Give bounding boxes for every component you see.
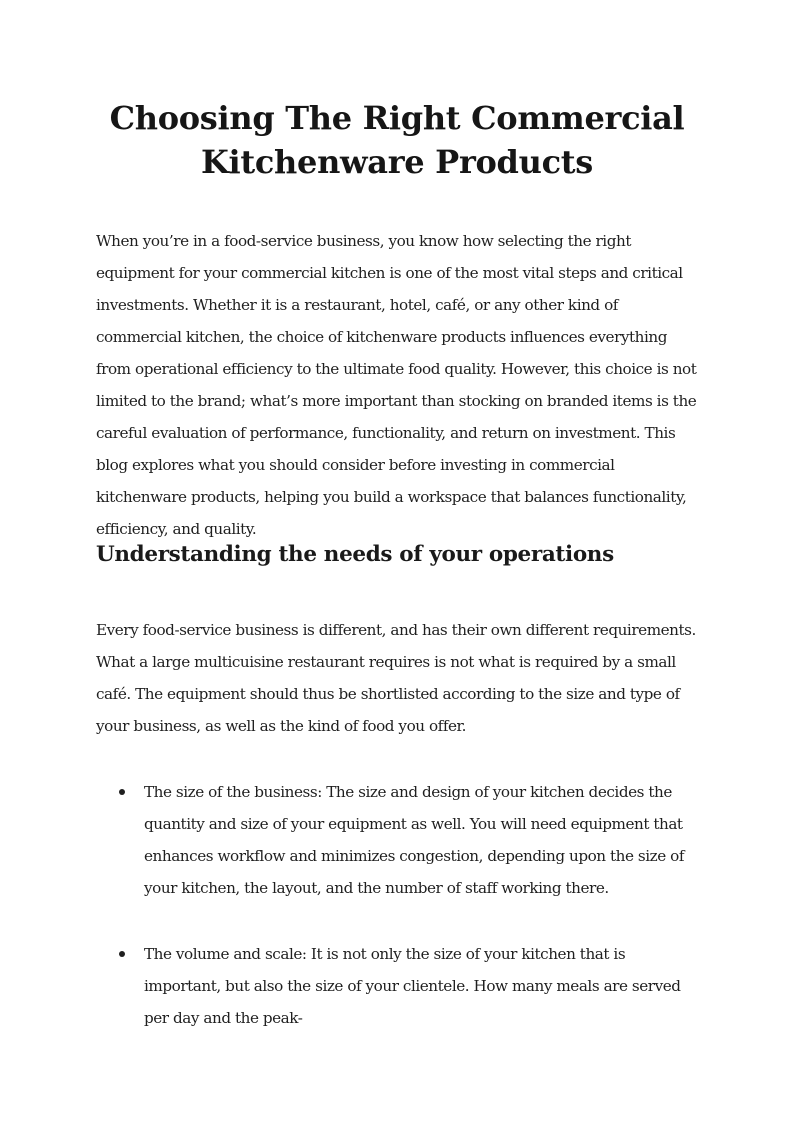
bullet-icon [119, 951, 125, 957]
page-title: Choosing The Right Commercial Kitchenware Products [109, 99, 685, 181]
intro-paragraph: When you’re in a food-service business, you know how selecting the right equipment for your commercial kitchen is one of the most vital steps and critical investments. Whether it is a restaurant, hotel, café, or any other kind of commercial kitchen, the choice of kitchenware products influences everything from operational efficiency to the ultimate food quality. However, this choice is not limited to the brand; what’s more important than stocking on branded items is the careful evaluation of performance, functionality, and return on investment. This blog explores what you should consider before investing in commercial kitchenware products, helping you build a workspace that balances functionality, efficiency, and quality. [96, 232, 697, 538]
section-paragraph: Every food-service business is different, and has their own different requirements. What a large multicuisine restaurant requires is not what is required by a small café. The equipment should thus be shortlisted according to the size and type of your business, as well as the kind of food you offer. [96, 621, 696, 735]
list-item [96, 776, 700, 904]
list-item [96, 938, 700, 1034]
bullet-icon [119, 789, 125, 795]
bullet-list [96, 776, 700, 1068]
list-item-text: The volume and scale: It is not only the size of your kitchen that is important, but also the size of your clientele. How many meals are served per day and the peak- [144, 945, 681, 1027]
list-item-text: The size of the business: The size and design of your kitchen decides the quantity and size of your equipment as well. You will need equipment that enhances workflow and minimizes congestion, depending upon the size of your kitchen, the layout, and the number of staff working there. [144, 783, 684, 897]
section-heading: Understanding the needs of your operations [96, 542, 614, 567]
